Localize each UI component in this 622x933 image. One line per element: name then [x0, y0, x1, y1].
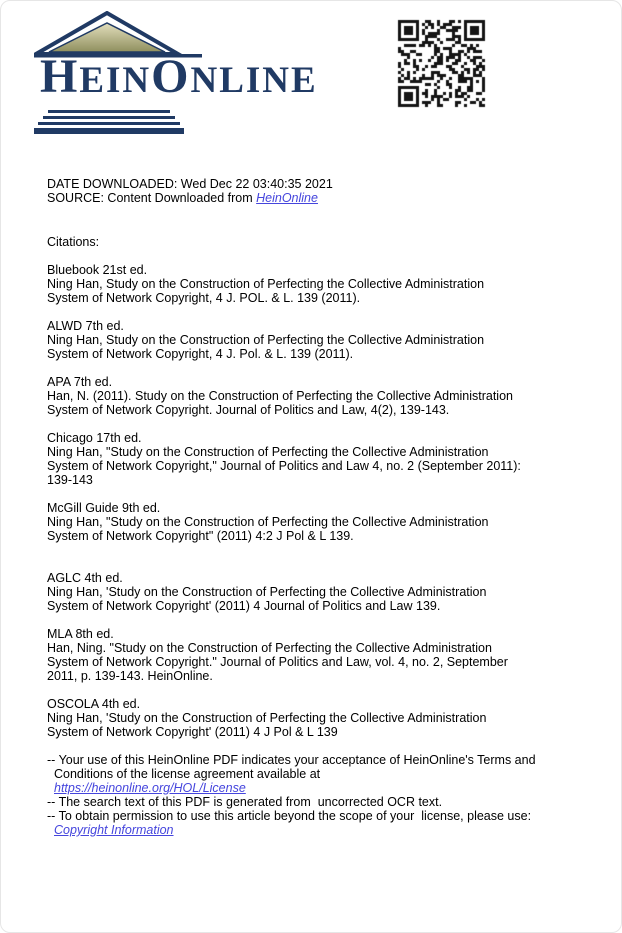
citation-line: System of Network Copyright" (2011) 4:2 J Pol & L 139. — [47, 529, 354, 543]
citation-line: Ning Han, Study on the Construction of Perfecting the Collective Administration — [47, 333, 485, 347]
terms-note-line: -- Your use of this HeinOnline PDF indicates your acceptance of HeinOnline's Terms and — [47, 753, 536, 767]
citation-block-bluebook — [47, 263, 536, 305]
citation-style-label: Chicago 17th ed. — [47, 431, 142, 445]
copyright-link-line — [47, 823, 536, 837]
logo-letters: EIN — [79, 60, 152, 101]
document-body — [47, 177, 536, 837]
citation-line: Ning Han, Study on the Construction of Perfecting the Collective Administration — [47, 277, 485, 291]
citation-line: System of Network Copyright," Journal of Politics and Law 4, no. 2 (September 2011): — [47, 459, 521, 473]
date-downloaded-line: DATE DOWNLOADED: Wed Dec 22 03:40:35 2021 — [47, 177, 333, 191]
terms-note-line: Conditions of the license agreement available at — [54, 767, 321, 781]
permission-note-line: -- To obtain permission to use this article beyond the scope of your license, please use: — [47, 809, 532, 823]
citation-block-apa — [47, 375, 536, 417]
citation-block-chicago — [47, 431, 536, 487]
citation-block-mla — [47, 627, 536, 683]
ocr-note-line: -- The search text of this PDF is generated from uncorrected OCR text. — [47, 795, 443, 809]
copyright-information-link[interactable]: Copyright Information — [54, 823, 174, 837]
citation-block-mcgill — [47, 501, 536, 543]
citations-heading: Citations: — [47, 235, 100, 249]
source-prefix: SOURCE: Content Downloaded from — [47, 191, 257, 205]
citation-line: 2011, p. 139-143. HeinOnline. — [47, 669, 213, 683]
citation-line: Ning Han, "Study on the Construction of Perfecting the Collective Administration — [47, 515, 489, 529]
logo-letter: H — [40, 50, 80, 103]
citation-line: System of Network Copyright' (2011) 4 Journal of Politics and Law 139. — [47, 599, 441, 613]
citation-line: Han, N. (2011). Study on the Construction of Perfecting the Collective Administration — [47, 389, 513, 403]
citation-line: Ning Han, 'Study on the Construction of Perfecting the Collective Administration — [47, 711, 487, 725]
citation-block-oscola — [47, 697, 536, 739]
citation-style-label: APA 7th ed. — [47, 375, 113, 389]
citation-style-label: OSCOLA 4th ed. — [47, 697, 141, 711]
citation-line: System of Network Copyright' (2011) 4 J Pol & L 139 — [47, 725, 338, 739]
citation-line: System of Network Copyright, 4 J. Pol. & L. 139 (2011). — [47, 347, 354, 361]
citation-style-label: AGLC 4th ed. — [47, 571, 123, 585]
download-metadata — [47, 177, 536, 205]
citation-style-label: McGill Guide 9th ed. — [47, 501, 161, 515]
heinonline-link[interactable]: HeinOnline — [256, 191, 318, 205]
citation-line: 139-143 — [47, 473, 93, 487]
citation-line: System of Network Copyright, 4 J. POL. & L. 139 (2011). — [47, 291, 361, 305]
citation-style-label: ALWD 7th ed. — [47, 319, 124, 333]
source-line — [47, 191, 536, 205]
citation-line: Ning Han, 'Study on the Construction of Perfecting the Collective Administration — [47, 585, 487, 599]
license-notes — [47, 753, 536, 837]
license-link[interactable]: https://heinonline.org/HOL/License — [54, 781, 246, 795]
logo-wordmark — [40, 50, 354, 106]
logo-letter: O — [151, 50, 191, 103]
license-link-line — [47, 781, 536, 795]
logo-letters: NLINE — [190, 60, 318, 101]
citation-block-alwd — [47, 319, 536, 361]
citation-line: System of Network Copyright." Journal of Politics and Law, vol. 4, no. 2, September — [47, 655, 508, 669]
citation-block-aglc — [47, 571, 536, 613]
heinonline-logo — [34, 11, 354, 134]
citation-line: System of Network Copyright. Journal of Politics and Law, 4(2), 139-143. — [47, 403, 450, 417]
logo-steps-icon — [34, 110, 184, 134]
qr-code — [392, 14, 491, 113]
citation-line: Han, Ning. "Study on the Construction of Perfecting the Collective Administration — [47, 641, 492, 655]
citation-line: Ning Han, "Study on the Construction of Perfecting the Collective Administration — [47, 445, 489, 459]
citation-style-label: Bluebook 21st ed. — [47, 263, 148, 277]
citation-style-label: MLA 8th ed. — [47, 627, 114, 641]
